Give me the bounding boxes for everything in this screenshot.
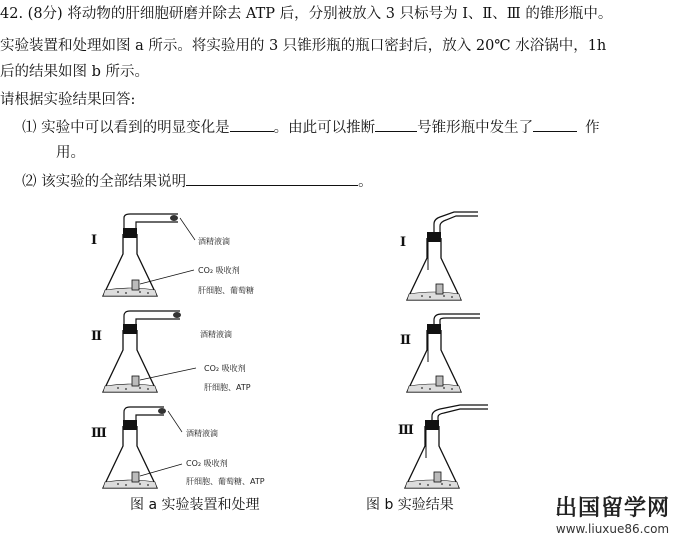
q1-part-e: 用。 <box>56 145 85 161</box>
question-line-3: 后的结果如图 b 所示。 <box>0 64 149 80</box>
label-contents-2: 肝细胞、ATP <box>204 383 251 392</box>
flask-a-1 <box>91 214 254 296</box>
label-contents-3: 肝细胞、葡萄糖、ATP <box>186 477 265 486</box>
q1-part-d: 作 <box>585 120 600 136</box>
site-watermark <box>555 491 670 536</box>
numeral-b-1: Ⅰ <box>400 235 407 250</box>
flask-b-3 <box>398 405 488 488</box>
label-co2-1: CO₂ 吸收剂 <box>198 266 240 275</box>
label-drop-1: 酒精液滴 <box>198 237 230 246</box>
question-line-4: 请根据实验结果回答: <box>0 92 136 108</box>
figure-b <box>398 212 488 488</box>
numeral-b-2: Ⅱ <box>400 333 411 348</box>
question-line-2: 实验装置和处理如图 a 所示。将实验用的 3 只锥形瓶的瓶口密封后，放入 20℃ 水浴锅中，1h <box>0 38 607 54</box>
watermark-url: www.liuxue86.com <box>555 522 670 536</box>
label-co2-2: CO₂ 吸收剂 <box>204 364 246 373</box>
caption-figure-b: 图 b 实验结果 <box>366 497 454 513</box>
flask-a-2 <box>91 311 251 392</box>
numeral-b-3: Ⅲ <box>398 423 414 438</box>
caption-figure-a: 图 a 实验装置和处理 <box>130 497 260 513</box>
watermark-title: 出国留学网 <box>554 496 670 521</box>
flask-a-3 <box>91 407 265 488</box>
q2-part-a: ⑵ 该实验的全部结果说明 <box>22 174 187 190</box>
question-line-1: 42. (8分) 将动物的肝细胞研磨并除去 ATP 后，分别被放入 3 只标号为 Ⅰ、Ⅱ、Ⅲ 的锥形瓶中。 <box>0 6 613 22</box>
figure-a <box>91 214 265 488</box>
flask-b-1 <box>400 212 478 300</box>
q1-part-b: 。由此可以推断 <box>273 120 376 136</box>
q2-part-b: 。 <box>358 174 373 190</box>
label-co2-3: CO₂ 吸收剂 <box>186 459 228 468</box>
q1-part-c: 号锥形瓶中发生了 <box>417 120 534 136</box>
label-drop-3: 酒精液滴 <box>186 429 218 438</box>
numeral-a-3: Ⅲ <box>91 426 107 441</box>
label-contents-1: 肝细胞、葡萄糖 <box>198 286 254 295</box>
label-drop-2: 酒精液滴 <box>200 330 232 339</box>
flask-b-2 <box>400 314 480 392</box>
numeral-a-2: Ⅱ <box>91 329 102 344</box>
q1-part-a: ⑴ 实验中可以看到的明显变化是 <box>22 120 230 136</box>
numeral-a-1: Ⅰ <box>91 233 98 248</box>
